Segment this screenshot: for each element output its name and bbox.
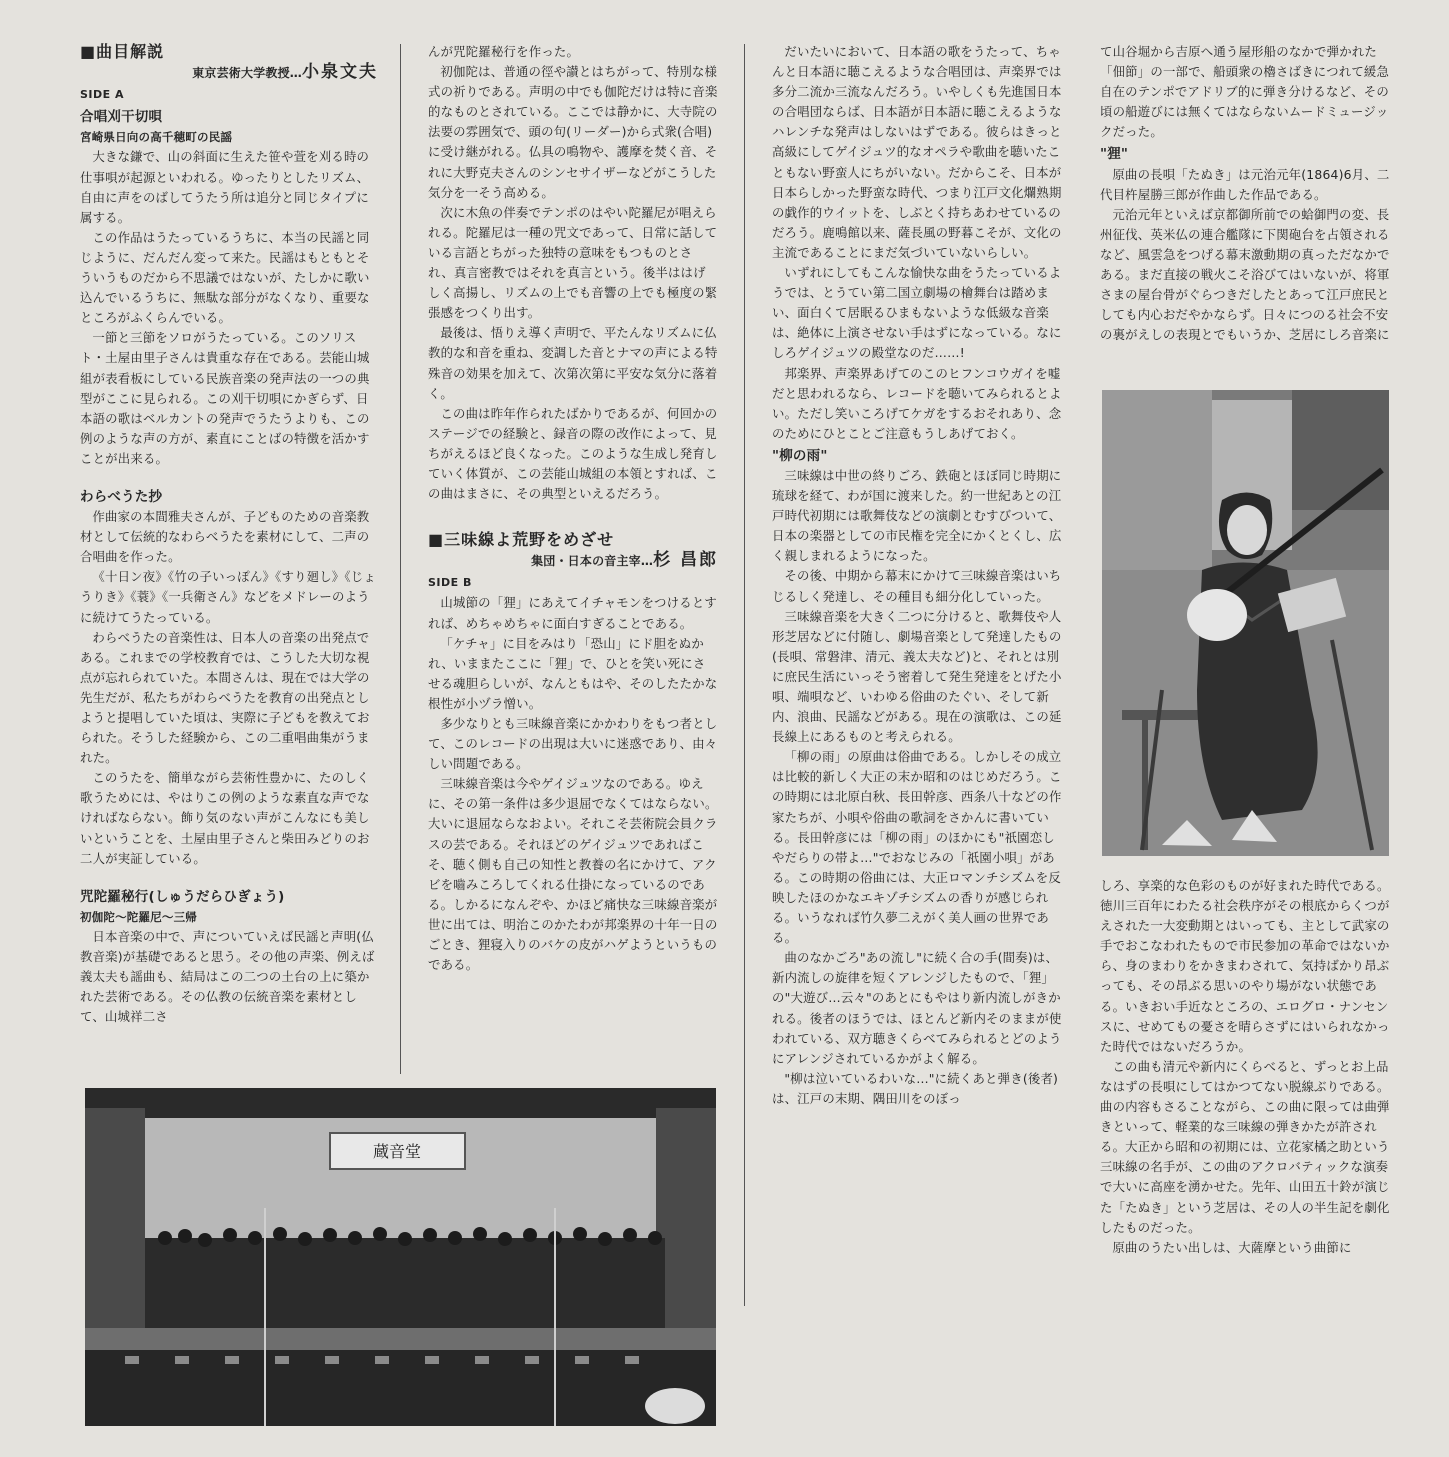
song-title-kariboshi: 合唱刈干切唄 [80, 109, 163, 126]
paragraph: 初伽陀は、普通の徑や讃とはちがって、特別な様式の祈りである。声明の中でも伽陀だけは特に音楽的なものとされている。ここでは静かに、大寺院の法要の雰囲気で、頭の句(リーダー)から式衆(合唱)に受け継がれる。仏具の鳴物や、護摩を焚く音、それに大野克夫さんのシンセサイザーなどがこうした気分を一そう高める。 [428, 64, 718, 200]
paragraph: 三味線は中世の終りごろ、鉄砲とほぼ同じ時期に琉球を経て、わが国に渡来した。約一世紀あとの江戸時代初期には歌舞伎などの演劇とむすびついて、日本の楽器としての市民権を完全にかくとくし、広く親しまれるようになった。 [772, 467, 1062, 564]
paragraph: 「柳の雨」の原曲は俗曲である。しかしその成立は比較的新しく大正の末か昭和のはじめだろう。この時期には北原白秋、長田幹彦、西条八十などの作家たちが、小唄や俗曲の歌詞をさかんに書いている。長田幹彦には「柳の雨」のほかにも"祇園恋しやだらりの帯よ…"でおなじみの「祇園小唄」がある。この時期の俗曲には、大正ロマンチシズムを反映したほのかなエキゾチシズムの香りが感じられる。いうなれば竹久夢二えがく美人画の世界である。 [772, 749, 1062, 946]
column-1 [80, 42, 378, 1027]
paragraph: 山城節の「狸」にあえてイチャモンをつけるとすれば、めちゃめちゃに面白すぎることである。 [428, 595, 718, 631]
paragraph: 大きな鎌で、山の斜面に生えた笹や萱を刈る時の仕事唄が起源といわれる。ゆったりとしたリズム、自由に声をのばしてうたう所は追分と同じタイプに属する。 [80, 149, 370, 225]
photo-shamisen-illustration [1102, 390, 1389, 856]
column-3 [772, 42, 1064, 1109]
photo-choir-illustration [85, 1088, 716, 1426]
paragraph: 曲のなかごろ"あの流し"に続く合の手(間奏)は、新内流しの旋律を短くアレンジしたもので、「狸」の"大遊び…云々"のあとにもやはり新内流しがきかれる。後者のほうでは、ほとんど新内そのままが使われている、双方聴きくらべてみられるとどのようにアレンジされているかがよく解る。 [772, 950, 1062, 1066]
author-name: 小泉文夫 [302, 62, 378, 83]
paragraph: 次に木魚の伴奏でテンポのはやい陀羅尼が唱えられる。陀羅尼は一種の咒文であって、日常に話している言語とちがった独特の意味をもつものとされ、真言密教ではそれを真言という。後半ははげしく高揚し、リズムの上でも音響の上でも極度の緊張感をつくり出す。 [428, 204, 718, 321]
author-affiliation: 集団・日本の音主宰… [531, 554, 654, 569]
song-title-warabeuta: わらべうた抄 [80, 488, 163, 505]
column-divider [400, 44, 401, 1074]
paragraph: 三味線音楽を大きく二つに分けると、歌舞伎や人形芝居などに付随し、劇場音楽として発達したもの(長唄、常磐津、清元、義太夫など)と、それとは別に庶民生活にいっそう密着して発生発達をとげた小唄、端唄など、いわゆる俗曲のたぐい、そして新内、浪曲、民謡などがある。現在の演歌は、この延長線上にあるものと考えられる。 [772, 608, 1062, 745]
paragraph: 《十日ン夜》《竹の子いっぽん》《すり廻し》《じょうりき》《蓑》《一兵衛さん》などをメドレーのように続けてうたっている。 [80, 569, 376, 625]
section-title-shamisen: ■三味線よ荒野をめざせ [428, 530, 615, 550]
paragraph: しろ、享楽的な色彩のものが好まれた時代である。徳川三百年にわたる社会秩序がその根底からくつがえされた一大変動期とはいっても、主として武家の手でおこなわれたもので市民参加の革命ではないから、身のまわりをかきまわされて、気持ばかり昂ぶっても、その昂ぶる思いのやり場がない状態である。いきおい手近なところの、エログロ・ナンセンスに、せめてもの憂さを晴らさずにはいられなかった時代ではないだろうか。 [1100, 878, 1390, 1054]
section-title-kyokumoku: ■曲目解説 [80, 42, 165, 61]
heading-yanagi-no-ame: "柳の雨" [772, 447, 828, 464]
paragraph: だいたいにおいて、日本語の歌をうたって、ちゃんと日本語に聴こえるような合唱団は、声楽界では多分二流か三流なんだろう。いやしくも先進国日本の合唱団ならば、日本語が日本語に聴こえるようなハレンチな発声はしないはずである。彼らはきっと高級にしてゲイジュツ的なオペラや歌曲を聴いたこともない野蛮人にちがいない。だからこそ、日本が日本らしかった野蛮な時代、つまり江戸文化爛熟期の戯作的ウイットを、しぶとく持ちあわせているのだろう。鹿鳴館以来、薩長風の野暮こそが、文化の主流であることにまだ気づいていないらしい。 [772, 44, 1062, 260]
paragraph: この作品はうたっているうちに、本当の民謡と同じように、だんだん変って来た。民謡はもともとそういうものだから不思議ではないが、たしかに歌い込んでいるうちに、無駄な部分がなくなり、重要なところがふくらんでいる。 [80, 229, 370, 326]
side-a-label: SIDE A [80, 88, 125, 102]
paragraph: この曲は昨年作られたばかりであるが、何回かのステージでの経験と、録音の際の改作によって、見ちがえるほど良くなった。このような生成し発育していく体質が、この芸能山城組の本領とすれば、この曲はまさに、その典型といえるだろう。 [428, 405, 718, 502]
photo-choir-stage [85, 1088, 716, 1426]
heading-tanuki: "狸" [1100, 146, 1129, 163]
paragraph: 多少なりとも三味線音楽にかかわりをもつ者として、このレコードの出現は大いに迷惑であり、由々しい問題である。 [428, 716, 718, 772]
paragraph: 作曲家の本間雅夫さんが、子どものための音楽教材として伝統的なわらべうたを素材にして、二声の合唱曲を作った。 [80, 509, 370, 565]
stage-plaque-text: 蔵音堂 [372, 1142, 422, 1161]
paragraph: 「ケチャ」に目をみはり「恐山」にド胆をぬかれ、いままたここに「狸」で、ひとを笑い死にさせる魂胆らしいが、なんともはや、そのしたたかな根性が小ヅラ憎い。 [428, 635, 718, 711]
photo-shamisen-player [1102, 390, 1389, 856]
column-4-top [1100, 42, 1390, 345]
column-2 [428, 42, 718, 975]
paragraph: 邦楽界、声楽界あげてのこのヒフンコウガイを嘘だと思われるなら、レコードを聴いてみられるとよい。ただし笑いころげてケガをするおそれあり、念のためにひとことご注意もうしあげておく。 [772, 365, 1062, 441]
song-subtitle-kariboshi: 宮崎県日向の高千穂町の民謡 [80, 130, 233, 145]
side-b-label: SIDE B [428, 576, 472, 590]
song-title-shudara: 咒陀羅秘行(しゅうだらひぎょう) [80, 888, 285, 905]
paragraph: 原曲のうたい出しは、大薩摩という曲節に [1112, 1239, 1352, 1255]
paragraph: わらべうたの音楽性は、日本人の音楽の出発点である。これまでの学校教育では、こうした大切な視点が忘れられていた。本間さんは、現在では大学の先生だが、私たちがわらべうたを教育の出発点としようと提唱していた頃は、実際に子どもを教えておられた。そうした経験から、この二重唱曲集がうまれた。 [80, 629, 370, 766]
paragraph: 原曲の長唄「たぬき」は元治元年(1864)6月、二代目杵屋勝三郎が作曲した作品である。 [1100, 166, 1390, 202]
paragraph: いずれにしてもこんな愉快な曲をうたっているようでは、とうてい第二国立劇場の檜舞台は踏めまい、面白くて居眠るひまもないような低級な音楽は、絶体に上演させない手はずになっている。なにしろゲイジュツの殿堂なのだ……! [772, 265, 1062, 361]
author-affiliation: 東京芸術大学教授… [192, 66, 302, 81]
song-subtitle-shudara: 初伽陀～陀羅尼～三帰 [80, 909, 197, 924]
column-divider [744, 44, 745, 1306]
paragraph: 日本音楽の中で、声についていえば民謡と声明(仏教音楽)が基礎であると思う。その他の声楽、例えば義太夫も謡曲も、結局はこの二つの土台の上に築かれた芸術である。その仏教の伝統音楽を素材として、山城祥二さ [80, 928, 375, 1025]
paragraph: 三味線音楽は今やゲイジュツなのである。ゆえに、その第一条件は多少退屈でなくてはならない。大いに退屈ならなおよい。それこそ芸術院会員クラスの芸である。それほどのゲイジュツであればこそ、聴く側も自己の知性と教養の名にかけて、アクビを嚙みころしてくれる仕掛になっているのである。しかるになんぞや、かほど痛快な三味線音楽が世に出ては、明治このかたわが邦楽界の十年一日のごとき、狸寝入りのバケの皮がハゲようというものである。 [428, 776, 718, 973]
paragraph: "柳は泣いているわいな…"に続くあと弾き(後者)は、江戸の末期、隅田川をのぼっ [772, 1070, 1059, 1106]
paragraph: て山谷堀から吉原へ通う屋形船のなかで弾かれた「佃節」の一部で、船頭衆の櫓さばきにつれて緩急自在のテンポでアドリブ的に弾き分けるなど、その頃の船遊びには無くてはならないムードミュージックだった。 [1100, 44, 1390, 140]
author-name: 杉 昌郎 [653, 550, 718, 571]
column-4-bottom [1100, 876, 1390, 1258]
paragraph: 最後は、悟りえ導く声明で、平たんなリズムに仏教的な和音を重ね、変調した音とナマの声による特殊音の効果を加えて、次第次第に平安な気分に落着く。 [428, 325, 718, 401]
paragraph: このうたを、簡単ながら芸術性豊かに、たのしく歌うためには、やはりこの例のような素直な声でなければならない。飾り気のない声がこんなにも美しいということを、土屋由里子さんと柴田みどりのお二人が実証している。 [80, 770, 370, 866]
author-byline [428, 550, 718, 571]
paragraph: 元治元年といえば京都御所前での蛤御門の変、長州征伐、英米仏の連合艦隊に下関砲台を占領されるなど、風雲急をつげる幕末激動期の真っただなかである。まだ直接の戦火こそ浴びてはいないが、将軍さまの屋台骨がぐらつきだしたとあって江戸庶民としても内心おだやかならず。日々につのる社会不安の裏がえしの表現とでもいうか、芝居にしろ音楽に [1100, 206, 1390, 343]
paragraph: この曲も清元や新内にくらべると、ずっとお上品なはずの長唄にしてはかつてない脱線ぶりである。曲の内容もさることながら、この曲に限っては曲弾きといって、軽業的な三味線の弾きかたが許される。大正から昭和の初期には、立花家橘之助という三味線の名手が、この曲のアクロバティックな演奏で大いに高座を湧かせた。先年、山田五十鈴が演じた「たぬき」という芝居は、その人の半生記を劇化したものだった。 [1100, 1058, 1390, 1235]
paragraph: 一節と三節をソロがうたっている。このソリスト・土屋由里子さんは貴重な存在である。芸能山城組が表看板にしている民族音楽の発声法の一つの典型がここに見られる。この刈干切唄にかぎらず、日本語の歌はベルカントの発声でうたうよりも、この例のような声の方が、素直にことばの特徴を活かすことが出来る。 [80, 330, 370, 466]
author-byline [80, 62, 378, 83]
paragraph: その後、中期から幕末にかけて三味線音楽はいちじるしく発達し、その種目も細分化していった。 [772, 568, 1062, 604]
paragraph: んが咒陀羅秘行を作った。 [428, 44, 580, 59]
